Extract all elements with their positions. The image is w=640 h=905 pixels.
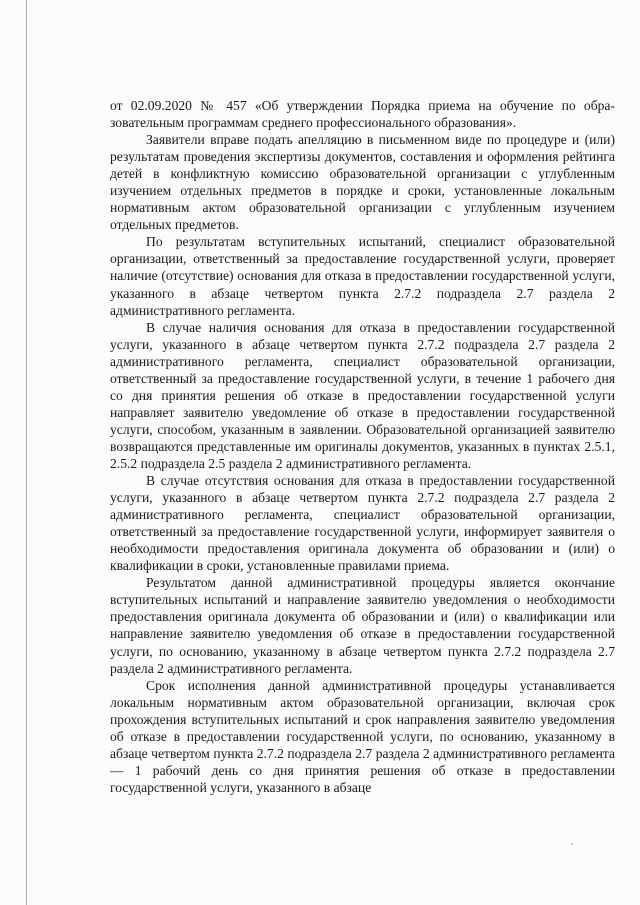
paragraph-exam-results: По результатам вступительных испытаний, специалист образовательной организации, ответственный за предоставление государственной услуги, проверяет наличие (отсутствие) основания для отказа в предоставлении государственной услуги, указанного в абзаце четвертом пункта 2.7.2 подраздела 2.7 раздела 2 административного регламента. — [110, 234, 615, 318]
paragraph-procedure-result: Результатом данной административной процедуры является окончание вступительных испытаний и направление заявителю уведомления о необходимости предоставления оригинала документа об образовании и (или) о квалификации или направление заявителю уведомления об отказе в предоставлении государственной услуги, по основанию, указанному в абзаце четвертом пункта 2.7.2 подраздела 2.7 раздела 2 административного регламента. — [110, 575, 615, 676]
paragraph-appeal: Заявители вправе подать апелляцию в письменном виде по процедуре и (или) результатам проведения экспертизы документов, составления и оформления рейтинга детей в конфликтную комиссию образовательной организации с углубленным изучением отдельных предметов в порядке и сроки, установленные локальным нормативным актом образовательной организации с углубленным изучением отдельных предметов. — [110, 132, 615, 233]
document-body — [110, 97, 615, 796]
paragraph-procedure-deadline: Срок исполнения данной административной процедуры устанавливается локальным нормативным актом образовательной организации, включая срок прохождения вступительных испытаний и срок направления заявителю уведомления об отказе в предоставлении государственной услуги, по основанию, указанному в абзаце четвертом пункта 2.7.2 подраздела 2.7 раздела 2 административного регламента — 1 рабочий день со дня принятия решения об отказе в предоставлении государственной услуги, указанного в абзаце — [110, 677, 615, 795]
binding-edge-line — [26, 0, 27, 905]
paragraph-no-refusal-grounds: В случае отсутствия основания для отказа в предоставлении государственной услуги, указанного в абзаце четвертом пункта 2.7.2 подраздела 2.7 раздела 2 административного регламента, специалист образовательной организации, ответственный за предоставление государственной услуги, информирует заявителя о необходимости предоставления оригинала документа об образовании и (или) о квалификации в сроки, установленные правилами приема. — [110, 473, 615, 574]
scan-speck — [571, 843, 573, 845]
paragraph-refusal-grounds: В случае наличия основания для отказа в предоставлении государственной услуги, указанного в абзаце четвертом пункта 2.7.2 подраздела 2.7 раздела 2 административного регламента, специалист образовательной организации, ответственный за предоставление государственной услуги, в течение 1 рабочего дня со дня принятия решения об отказе в предоставлении государственной услуги направляет заявителю уведомление об отказе в предоставлении государственной услуги, способом, указанным в заявлении. Образовательной организацией заявителю возвращаются представленные им оригиналы документов, указанных в пунктах 2.5.1, 2.5.2 подраздела 2.5 раздела 2 административного регламента. — [110, 319, 615, 471]
paragraph-continuation: от 02.09.2020 № 457 «Об утверждении Порядка приема на обучение по образовательным программам среднего профессионального образования». — [110, 98, 615, 131]
